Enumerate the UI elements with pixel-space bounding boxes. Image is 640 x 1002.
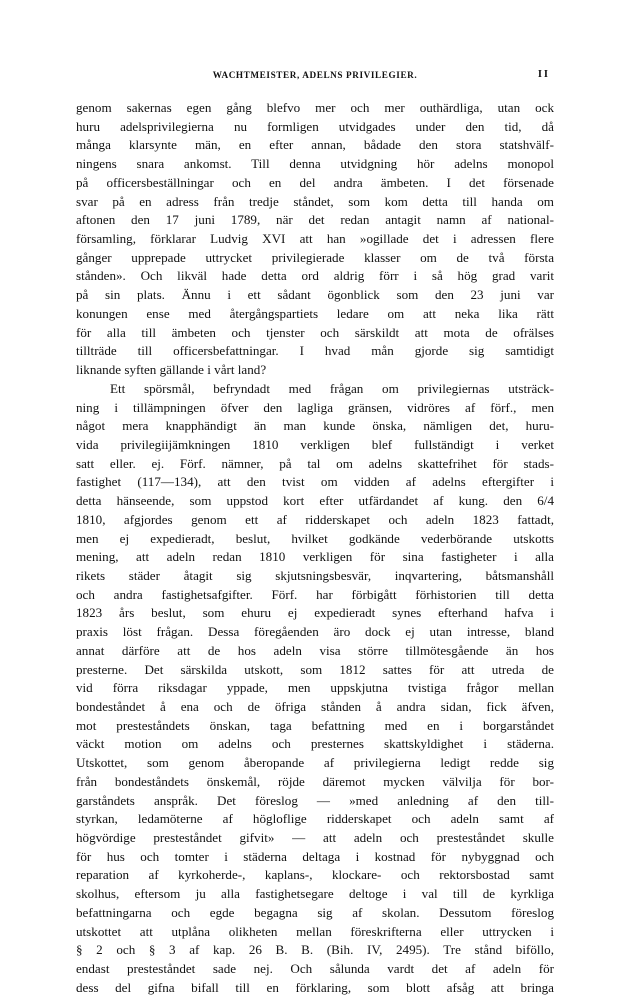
text-line: men ej expedieradt, beslut, hvilket godkände vederbörande utskotts bbox=[76, 530, 554, 546]
text-line: genom sakernas egen gång blefvo mer och mer outhärdliga, utan ock bbox=[76, 100, 554, 115]
text-line: fastighet (117—134), att den tvist om vidden af adelns eftergifter i bbox=[76, 474, 554, 490]
text-line: mot presteståndets önskan, taga befattning med en i borgarståndet bbox=[76, 717, 554, 733]
text-line: församling, förklarar Ludvig XVI att han »ogillade det i adressen flere bbox=[76, 231, 554, 247]
running-title: WACHTMEISTER, ADELNS PRIVILEGIER. bbox=[212, 70, 418, 80]
text-line: gånger upprepade uttrycket privilegierade klasser om de två första bbox=[76, 249, 554, 265]
document-page bbox=[76, 0, 554, 1002]
text-line: skolhus, eftersom ju alla fastighetsegare deltoge i val till de kyrkliga bbox=[76, 886, 554, 902]
text-line: huru adelsprivilegierna nu formligen utvidgades under den tid, då bbox=[76, 118, 554, 134]
text-line: högvördige presteståndet gifvit» — att adeln och presteståndet skulle bbox=[76, 830, 554, 846]
text-line: för hus och tomter i städerna deltaga i kostnad för nybyggnad och bbox=[76, 848, 554, 864]
text-line: på officersbeställningar och en del andra ämbeten. I det försenade bbox=[76, 174, 554, 190]
text-line: något mera knapphändigt än man kunde önska, nämligen det, huru- bbox=[76, 418, 554, 434]
text-line: Utskottet, som genom åberopande af privilegierna ledigt redde sig bbox=[76, 755, 554, 771]
text-line: vida privilegiijämkningen 1810 verkligen blef fullständigt i verket bbox=[76, 436, 554, 452]
text-line: 1823 års beslut, som ehuru ej expedieradt synes efterhand hafva i bbox=[76, 605, 554, 621]
text-line: Ett spörsmål, befryndadt med frågan om privilegiernas utsträck- bbox=[110, 380, 554, 396]
text-line: satt eller. ej. Förf. nämner, på tal om adelns skattefrihet för stads- bbox=[76, 455, 554, 471]
text-line: presterne. Det särskilda utskott, som 1812 sattes för att utreda de bbox=[76, 661, 554, 677]
text-line: ningens snara ankomst. Till denna utvidgning hör adelns monopol bbox=[76, 156, 554, 172]
text-line: för alla till ämbeten och tjenster och särskildt att mota de ofrälses bbox=[76, 324, 554, 340]
text-line: bondeståndet å ena och de öfriga stånden å andra sidan, fick äfven, bbox=[76, 699, 554, 714]
running-head bbox=[76, 67, 554, 83]
text-line: befattningarna och egde begagna sig af skolan. Dessutom föreslog bbox=[76, 904, 554, 920]
text-line: reparation af kyrkoherde-, kaplans-, klockare- och rektorsbostad samt bbox=[76, 867, 554, 883]
text-line: liknande syften gällande i vårt land? bbox=[76, 362, 267, 378]
text-line: ning i tillämpningen öfver den lagliga gränsen, vidröres af förf., men bbox=[76, 399, 554, 415]
text-line: tillträde till officersbefattningar. I hvad mån gjorde sig samtidigt bbox=[76, 343, 554, 359]
text-line: konungen ense med återgångspartiets ledare om att neka lika rätt bbox=[76, 305, 554, 321]
text-line: endast presteståndet sade nej. Och sålunda vardt det af adeln för bbox=[76, 961, 554, 977]
text-line: praxis löst frågan. Dessa föregåenden äro dock ej utan intresse, bland bbox=[76, 624, 554, 640]
text-line: svar på en adress från tredje ståndet, som kom detta till handa om bbox=[76, 193, 554, 209]
text-line: stånden». Och likväl hade detta ord aldrig förr i så hög grad varit bbox=[76, 268, 554, 284]
page-number: II bbox=[537, 69, 550, 80]
text-line: utskottet att utplåna olikheten mellan föreskrifterna eller uttrycken i bbox=[76, 923, 554, 939]
text-line: rikets städer åtagit sig skjutsningsbesvär, inqvartering, båtsmanshåll bbox=[76, 567, 554, 583]
text-line: 1810, afgjordes genom ett af ridderskapet och adeln 1823 fattadt, bbox=[76, 511, 554, 527]
text-line: styrkan, ledamöterne af högloflige ridderskapet och adeln samt af bbox=[76, 811, 554, 827]
text-line: på sin plats. Ännu i ett sådant ögonblick som den 23 juni var bbox=[76, 287, 554, 303]
text-line: dess del gifna bifall till en förklaring, som blott afsåg att bringa bbox=[76, 979, 554, 995]
text-line: § 2 och § 3 af kap. 26 B. B. (Bih. IV, 2495). Tre stånd biföllo, bbox=[76, 942, 554, 958]
text-line: mening, att adeln redan 1810 verkligen för sina fastigheter i alla bbox=[76, 549, 554, 565]
text-line: garståndets anspråk. Det föreslog — »med anledning af den till- bbox=[76, 792, 554, 808]
text-line: vid förra riksdagar yppade, men uppskjutna tvistiga frågor mellan bbox=[76, 680, 554, 696]
text-line: från bondeståndets önskemål, röjde däremot mycken välvilja för bor- bbox=[76, 773, 554, 789]
body-text bbox=[76, 99, 554, 998]
text-line: detta hänseende, som uppstod kort efter utfärdandet af kung. den 6/4 bbox=[76, 493, 554, 509]
text-line: annat därföre att de hos adeln visa större tillmötesgående än hos bbox=[76, 642, 554, 658]
text-line: aftonen den 17 juni 1789, när det redan antagit namn af national- bbox=[76, 212, 554, 228]
text-line: många klarsynte män, en efter annan, bådade den stora statshvälf- bbox=[76, 137, 554, 153]
text-line: och andra fastighetsafgifter. Förf. har förbigått förhistorien till detta bbox=[76, 586, 554, 602]
text-line: väckt motion om adelns och presternes skattskyldighet i städerna. bbox=[76, 736, 554, 752]
